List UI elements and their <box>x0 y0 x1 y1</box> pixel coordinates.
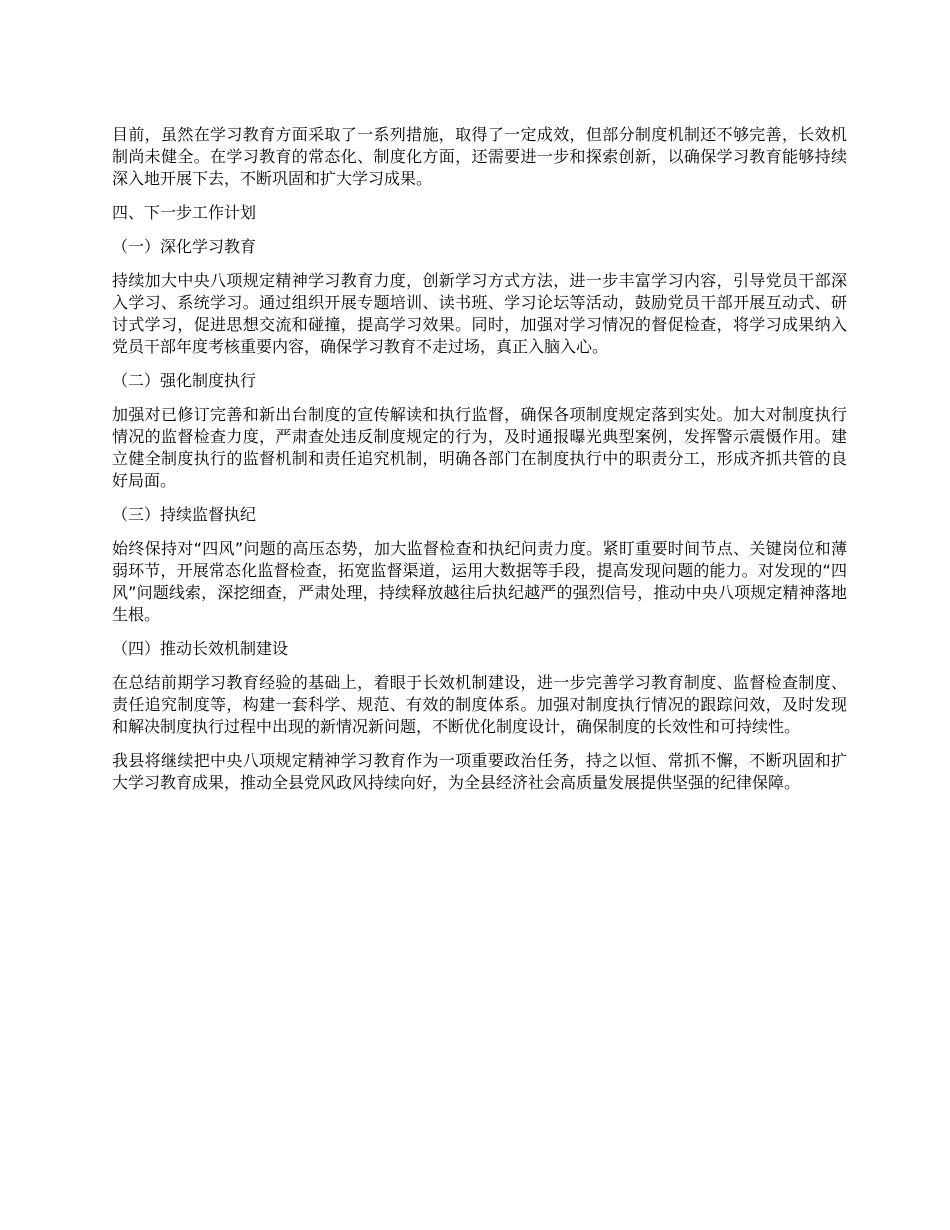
subsection-title-2: （二）强化制度执行 <box>112 371 257 390</box>
closing-paragraph: 我县将继续把中央八项规定精神学习教育作为一项重要政治任务，持之以恒、常抓不懈，不断巩固和扩大学习教育成果，推动全县党风政风持续向好，为全县经济社会高质量发展提供坚强的纪律保障。 <box>112 751 847 792</box>
subsection-title-1: （一）深化学习教育 <box>112 237 257 256</box>
document-page <box>112 124 847 806</box>
section-four-title: 四、下一步工作计划 <box>112 203 257 222</box>
subsection-body-1: 持续加大中央八项规定精神学习教育力度，创新学习方式方法，进一步丰富学习内容，引导党员干部深入学习、系统学习。通过组织开展专题培训、读书班、学习论坛等活动，鼓励党员干部开展互动式、研讨式学习，促进思想交流和碰撞，提高学习效果。同时，加强对学习情况的督促检查，将学习成果纳入党员干部年度考核重要内容，确保学习教育不走过场，真正入脑入心。 <box>112 271 847 356</box>
subsection-title-4: （四）推动长效机制建设 <box>112 639 289 658</box>
subsection-body-2: 加强对已修订完善和新出台制度的宣传解读和执行监督，确保各项制度规定落到实处。加大对制度执行情况的监督检查力度，严肃查处违反制度规定的行为，及时通报曝光典型案例，发挥警示震慑作用。建立健全制度执行的监督机制和责任追究机制，明确各部门在制度执行中的职责分工，形成齐抓共管的良好局面。 <box>112 405 847 490</box>
subsection-title-3: （三）持续监督执纪 <box>112 505 257 524</box>
intro-paragraph: 目前，虽然在学习教育方面采取了一系列措施，取得了一定成效，但部分制度机制还不够完善，长效机制尚未健全。在学习教育的常态化、制度化方面，还需要进一步和探索创新，以确保学习教育能够持续深入地开展下去，不断巩固和扩大学习成果。 <box>112 125 847 188</box>
subsection-body-3: 始终保持对“四风”问题的高压态势，加大监督检查和执纪问责力度。紧盯重要时间节点、关键岗位和薄弱环节，开展常态化监督检查，拓宽监督渠道，运用大数据等手段，提高发现问题的能力。对发现的“四风”问题线索，深挖细查，严肃处理，持续释放越往后执纪越严的强烈信号，推动中央八项规定精神落地生根。 <box>112 539 847 624</box>
subsection-body-4: 在总结前期学习教育经验的基础上，着眼于长效机制建设，进一步完善学习教育制度、监督检查制度、责任追究制度等，构建一套科学、规范、有效的制度体系。加强对制度执行情况的跟踪问效，及时发现和解决制度执行过程中出现的新情况新问题，不断优化制度设计，确保制度的长效性和可持续性。 <box>112 673 847 736</box>
